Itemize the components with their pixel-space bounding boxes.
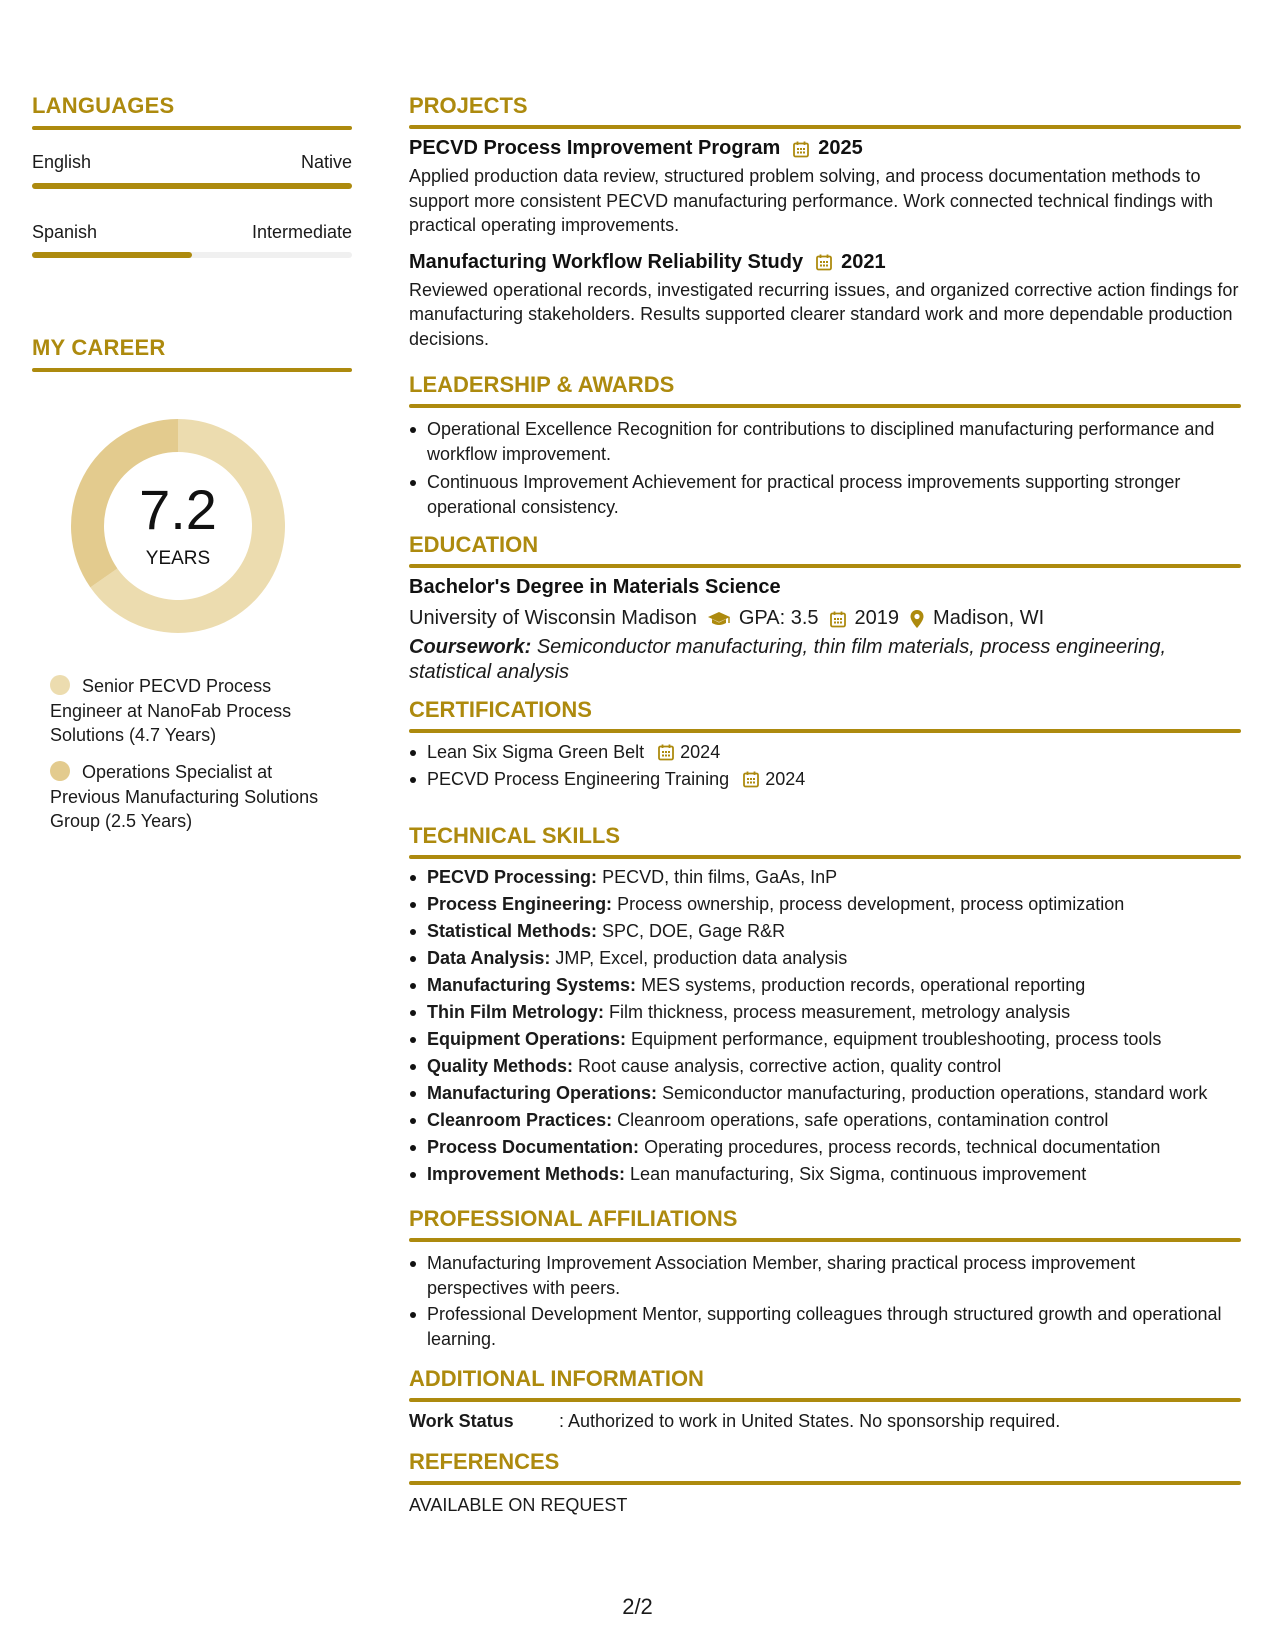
language-level: Intermediate xyxy=(251,222,352,242)
skill-value: Operating procedures, process records, technical documentation xyxy=(644,1137,1161,1157)
skill-value: Film thickness, process measurement, metrology analysis xyxy=(609,1002,1071,1022)
calendar-icon xyxy=(657,743,675,761)
skill-value: Process ownership, process development, process optimization xyxy=(617,894,1125,914)
languages-title: LANGUAGES xyxy=(32,93,175,118)
project-heading xyxy=(409,137,1241,160)
language-bar-fill xyxy=(32,183,352,189)
skill-label: Equipment Operations: xyxy=(427,1029,627,1049)
skill-item xyxy=(409,1161,1241,1188)
legend-dot xyxy=(50,761,70,781)
section-title: LEADERSHIP & AWARDS xyxy=(409,372,675,397)
section-rule xyxy=(409,1481,1241,1485)
skill-item xyxy=(409,1026,1241,1053)
career-donut-center xyxy=(66,414,290,638)
education-details xyxy=(409,607,1241,630)
language-name: Spanish xyxy=(32,222,98,242)
project-year: 2025 xyxy=(818,137,863,159)
section-title: EDUCATION xyxy=(409,532,539,557)
career-legend-item xyxy=(50,674,320,748)
certification-name: PECVD Process Engineering Training xyxy=(427,769,730,789)
skill-label: PECVD Processing: xyxy=(427,867,598,887)
calendar-icon xyxy=(742,770,760,788)
skill-item xyxy=(409,1134,1241,1161)
section-title: ADDITIONAL INFORMATION xyxy=(409,1366,704,1391)
project-year: 2021 xyxy=(841,250,886,273)
project-description: Applied production data review, structured problem solving, and process documentation methods to support more consistent PECVD manufacturing performance. Work connected technical findings with practical operating improvements. xyxy=(409,166,1214,235)
section-rule xyxy=(409,855,1241,859)
section-rule xyxy=(409,564,1241,568)
coursework-text: Semiconductor manufacturing, thin film materials, process engineering, statistical analysis xyxy=(409,636,1167,683)
skill-item xyxy=(409,972,1241,999)
skill-label: Process Documentation: xyxy=(427,1137,640,1157)
references-text: AVAILABLE ON REQUEST xyxy=(409,1495,628,1515)
skill-item xyxy=(409,1053,1241,1080)
list-item xyxy=(409,766,1241,793)
certification-name: Lean Six Sigma Green Belt xyxy=(427,742,645,762)
legend-dot xyxy=(50,675,70,695)
skill-item xyxy=(409,918,1241,945)
language-row-english xyxy=(32,152,352,173)
career-legend-text: Senior PECVD Process Engineer at NanoFab Process Solutions (4.7 Years) xyxy=(50,676,292,745)
leadership-section xyxy=(409,372,1241,519)
skill-item xyxy=(409,945,1241,972)
certifications-section xyxy=(409,697,1241,793)
skill-label: Manufacturing Operations: xyxy=(427,1083,658,1103)
graduation-year: 2019 xyxy=(854,607,900,629)
location-pin-icon xyxy=(909,609,925,629)
language-bar-spanish xyxy=(32,252,352,258)
career-legend-item xyxy=(50,760,320,834)
list-item: Continuous Improvement Achievement for practical process improvements supporting stronger operational consistency. xyxy=(409,470,1241,519)
list-item xyxy=(409,739,1241,766)
skill-label: Cleanroom Practices: xyxy=(427,1110,613,1130)
skill-value: JMP, Excel, production data analysis xyxy=(555,948,848,968)
language-level: Native xyxy=(300,152,352,172)
project-description: Reviewed operational records, investigated recurring issues, and organized corrective action findings for manufacturing stakeholders. Results supported clearer standard work and more dependable production decisions. xyxy=(409,279,1239,349)
project-name: PECVD Process Improvement Program xyxy=(409,137,781,159)
skills-section xyxy=(409,823,1241,1188)
additional-section xyxy=(409,1366,1241,1432)
references-section xyxy=(409,1449,1241,1516)
language-bar-fill xyxy=(32,252,192,258)
skill-value: Cleanroom operations, safe operations, contamination control xyxy=(617,1110,1109,1130)
projects-section xyxy=(409,93,1241,351)
page-number: 2/2 xyxy=(622,1594,653,1619)
career-years-label: YEARS xyxy=(145,548,211,569)
list-item: Professional Development Mentor, supporting colleagues through structured growth and operational learning. xyxy=(409,1302,1241,1351)
degree-title: Bachelor's Degree in Materials Science xyxy=(409,576,781,598)
skill-value: Semiconductor manufacturing, production operations, standard work xyxy=(662,1083,1208,1103)
skill-item xyxy=(409,891,1241,918)
project-name: Manufacturing Workflow Reliability Study xyxy=(409,250,804,273)
skill-label: Manufacturing Systems: xyxy=(427,975,637,995)
gpa: GPA: 3.5 xyxy=(738,607,819,629)
coursework-label: Coursework: xyxy=(409,636,532,658)
section-title: PROJECTS xyxy=(409,93,528,118)
skill-label: Statistical Methods: xyxy=(427,921,598,941)
skill-value: Lean manufacturing, Six Sigma, continuous improvement xyxy=(630,1164,1087,1184)
education-location: Madison, WI xyxy=(933,607,1045,629)
certifications-list xyxy=(409,739,1241,793)
graduation-cap-icon xyxy=(707,610,731,628)
affiliations-section xyxy=(409,1206,1241,1351)
skill-value: Root cause analysis, corrective action, quality control xyxy=(578,1056,1002,1076)
skill-label: Data Analysis: xyxy=(427,948,551,968)
section-rule xyxy=(409,1238,1241,1242)
work-status-row xyxy=(409,1411,1241,1432)
skill-label: Process Engineering: xyxy=(427,894,613,914)
coursework xyxy=(409,635,1241,685)
skill-label: Thin Film Metrology: xyxy=(427,1002,604,1022)
calendar-icon xyxy=(829,610,847,628)
skill-value: SPC, DOE, Gage R&R xyxy=(602,921,786,941)
skill-item xyxy=(409,864,1241,891)
education-section xyxy=(409,532,1241,685)
calendar-icon xyxy=(792,140,810,158)
section-title: CERTIFICATIONS xyxy=(409,697,592,722)
work-status-label: Work Status xyxy=(409,1411,514,1431)
project-heading xyxy=(409,251,1241,274)
career-total-years: 7.2 xyxy=(139,478,217,541)
section-title: PROFESSIONAL AFFILIATIONS xyxy=(409,1206,738,1231)
skill-value: Equipment performance, equipment troubleshooting, process tools xyxy=(631,1029,1162,1049)
career-legend-text: Operations Specialist at Previous Manufacturing Solutions Group (2.5 Years) xyxy=(50,762,319,831)
leadership-list xyxy=(409,417,1241,519)
skill-item xyxy=(409,1080,1241,1107)
skills-list xyxy=(409,864,1241,1188)
skill-value: PECVD, thin films, GaAs, InP xyxy=(602,867,838,887)
affiliations-list xyxy=(409,1251,1241,1351)
section-title: TECHNICAL SKILLS xyxy=(409,823,621,848)
career-title: MY CAREER xyxy=(32,335,166,360)
section-rule xyxy=(409,404,1241,408)
skill-label: Improvement Methods: xyxy=(427,1164,626,1184)
list-item: Manufacturing Improvement Association Member, sharing practical process improvement perspectives with peers. xyxy=(409,1251,1241,1300)
career-rule xyxy=(32,368,352,372)
language-bar-english xyxy=(32,183,352,189)
languages-rule xyxy=(32,126,352,130)
skill-value: MES systems, production records, operational reporting xyxy=(641,975,1086,995)
language-name: English xyxy=(32,152,92,172)
skill-item xyxy=(409,1107,1241,1134)
section-rule xyxy=(409,729,1241,733)
career-donut-chart xyxy=(66,414,290,638)
list-item: Operational Excellence Recognition for contributions to disciplined manufacturing performance and workflow improvement. xyxy=(409,417,1241,466)
certification-year: 2024 xyxy=(680,742,721,762)
language-row-spanish xyxy=(32,222,352,243)
work-status-value: : Authorized to work in United States. No sponsorship required. xyxy=(559,1411,1061,1431)
section-title: REFERENCES xyxy=(409,1449,560,1474)
school-name: University of Wisconsin Madison xyxy=(409,607,697,629)
certification-year: 2024 xyxy=(765,769,806,789)
section-rule xyxy=(409,1398,1241,1402)
section-rule xyxy=(409,125,1241,129)
calendar-icon xyxy=(815,253,833,271)
skill-item xyxy=(409,999,1241,1026)
skill-label: Quality Methods: xyxy=(427,1056,574,1076)
